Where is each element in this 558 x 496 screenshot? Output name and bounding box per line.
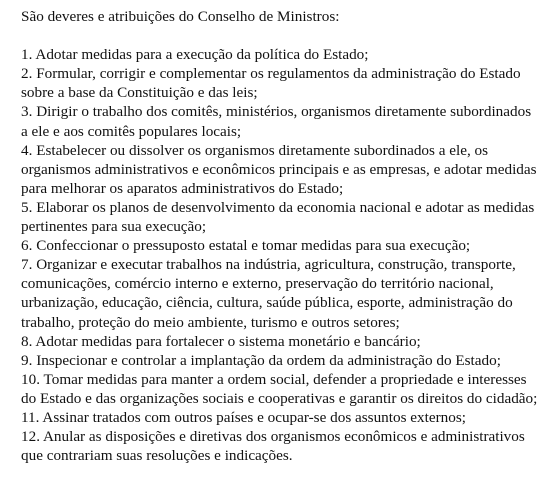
list-item: 3. Dirigir o trabalho dos comitês, ministérios, organismos diretamente subordinados a ele e aos comitês populares locais;	[21, 103, 532, 140]
list-item: 10. Tomar medidas para manter a ordem social, defender a propriedade e interesses do Estado e das organizações sociais e cooperativas e garantir os direitos do cidadão;	[21, 370, 538, 407]
list-item: 11. Assinar tratados com outros países e ocupar-se dos assuntos externos;	[21, 408, 466, 426]
list-item: 7. Organizar e executar trabalhos na indústria, agricultura, construção, transporte, comunicações, comércio interno e externo, preservação do território nacional, urbanização, educação, ciência, cultura, saúde pública, esporte, administração do trabalho, proteção do meio ambiente, turismo e outros setores;	[21, 256, 516, 331]
intro-paragraph: São deveres e atribuições do Conselho de Ministros:	[21, 8, 340, 25]
list-item: 2. Formular, corrigir e complementar os regulamentos da administração do Estado sobre a base da Constituição e das leis;	[21, 65, 521, 102]
document-body	[21, 7, 541, 465]
list-item: 5. Elaborar os planos de desenvolvimento da economia nacional e adotar as medidas pertinentes para sua execução;	[21, 198, 535, 236]
list-item: 8. Adotar medidas para fortalecer o sistema monetário e bancário;	[21, 332, 421, 350]
list-item: 1. Adotar medidas para a execução da política do Estado;	[21, 46, 369, 64]
list-item: 4. Estabelecer ou dissolver os organismos diretamente subordinados a ele, os organismos administrativos e econômicos principais e as empresas, e adotar medidas para melhorar os aparatos administrativos do Estado;	[21, 141, 537, 197]
list-item: 6. Confeccionar o pressuposto estatal e tomar medidas para sua execução;	[21, 237, 471, 255]
duties-list	[21, 45, 541, 465]
list-item: 9. Inspecionar e controlar a implantação da ordem da administração do Estado;	[21, 351, 501, 369]
list-item: 12. Anular as disposições e diretivas dos organismos econômicos e administrativos que contrariam suas resoluções e indicações.	[21, 428, 525, 465]
